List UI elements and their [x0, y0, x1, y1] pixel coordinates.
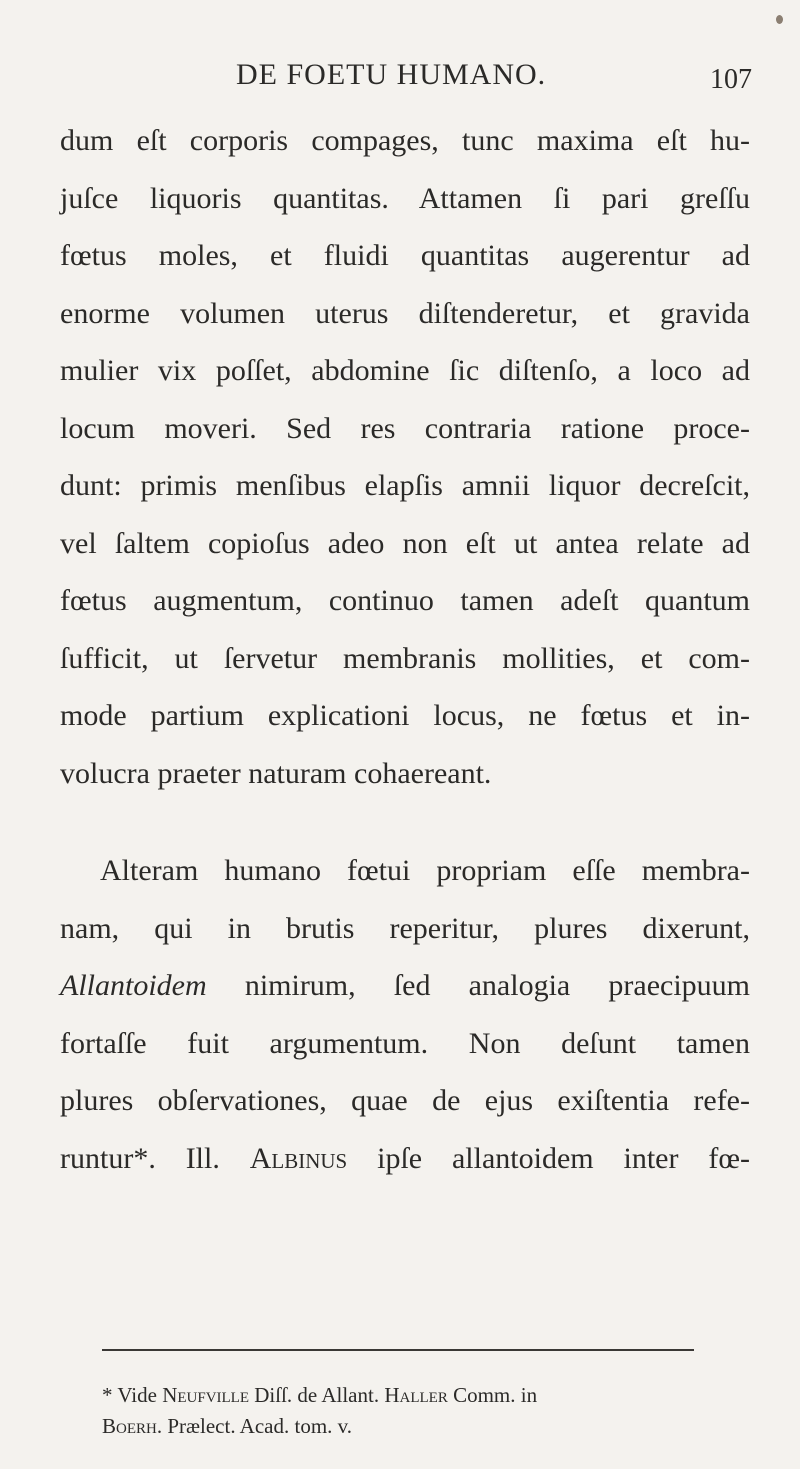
text-line: fortaſſe fuit argumentum. Non deſunt tamen — [60, 1026, 750, 1060]
author-name: Neufville — [162, 1383, 250, 1407]
paragraph — [60, 112, 750, 802]
italic-term: Allantoidem — [60, 969, 207, 1002]
text-line — [60, 957, 750, 1015]
text-line — [60, 1130, 750, 1188]
text-line: dunt: primis menſibus elapſis amnii liquor decreſcit, — [60, 469, 750, 502]
text-line: plures obſervationes, quae de ejus exiſtentia refe- — [60, 1084, 750, 1117]
text-line: locum moveri. Sed res contraria ratione proce- — [60, 411, 750, 445]
text-line: fœtus augmentum, continuo tamen adeſt quantum — [60, 584, 750, 617]
footnote-line — [102, 1411, 702, 1442]
text-span: Vide — [117, 1383, 163, 1407]
text-line: juſce liquoris quantitas. Attamen ſi pari greſſu — [60, 181, 750, 215]
text-span: Comm. in — [447, 1383, 538, 1407]
author-name: Boerh. — [102, 1414, 163, 1438]
body-text — [60, 112, 750, 1187]
text-line: volucra praeter naturam cohaereant. — [60, 756, 492, 790]
text-span: Prælect. Acad. tom. v. — [162, 1414, 353, 1438]
author-name: Albinus — [249, 1141, 348, 1175]
text-line: ſufficit, ut ſervetur membranis mollities, et com- — [60, 641, 750, 675]
paragraph — [60, 842, 750, 1187]
text-span: nimirum, ſed analogia praecipuum — [206, 969, 750, 1002]
footnote — [102, 1380, 702, 1442]
text-line: vel ſaltem copioſus adeo non eſt ut antea relate ad — [60, 526, 750, 560]
author-name: Haller — [384, 1383, 448, 1407]
running-head: DE FOETU HUMANO. — [236, 58, 547, 91]
text-line: fœtus moles, et fluidi quantitas augerentur ad — [60, 239, 750, 272]
text-span: runtur*. Ill. — [60, 1141, 250, 1175]
ink-spot — [776, 15, 783, 24]
text-line: nam, qui in brutis reperitur, plures dixerunt, — [60, 911, 750, 945]
page-header — [0, 58, 800, 98]
paragraph-gap — [60, 802, 750, 842]
text-line: enorme volumen uterus diſtenderetur, et gravida — [60, 296, 750, 330]
footnote-rule — [102, 1349, 694, 1351]
footnote-mark: * — [102, 1383, 118, 1407]
text-line: mulier vix poſſet, abdomine ſic diſtenſo, a loco ad — [60, 354, 750, 387]
footnote-line — [102, 1380, 702, 1411]
text-line: mode partium explicationi locus, ne fœtus et in- — [60, 699, 750, 732]
text-span: ipſe allantoidem inter fœ- — [347, 1141, 750, 1175]
page-number: 107 — [710, 64, 752, 95]
text-span: Diſſ. de Allant. — [249, 1383, 385, 1407]
text-line: dum eſt corporis compages, tunc maxima eſt hu- — [60, 124, 750, 157]
text-line: Alteram humano fœtui propriam eſſe membra- — [100, 854, 750, 887]
